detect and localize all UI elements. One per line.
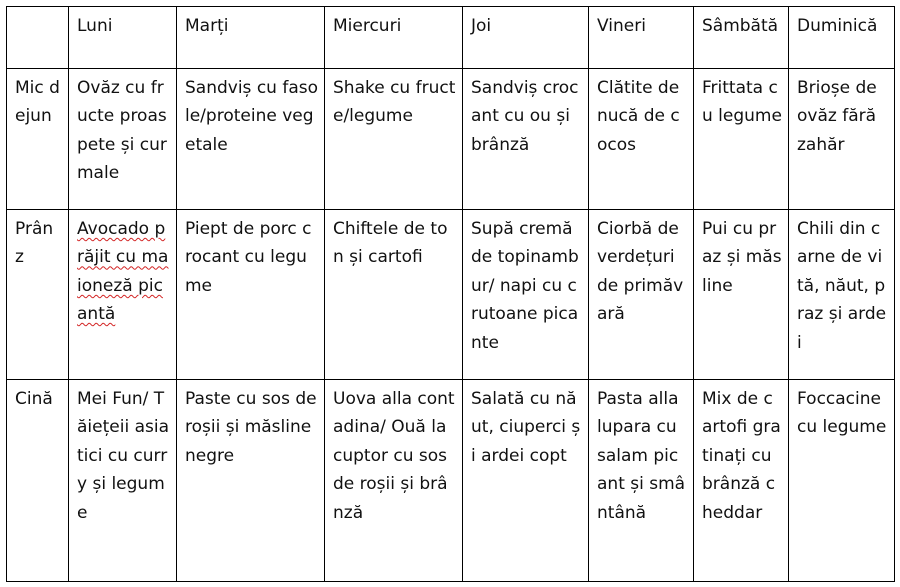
table-cell: Foccacine cu legume [789, 380, 895, 582]
table-cell: Frittata cu legume [694, 69, 789, 210]
meal-label-dinner: Cină [7, 380, 69, 582]
table-cell: Paste cu sos de roșii și măsline negre [177, 380, 325, 582]
table-cell: Mix de cartofi gratinați cu brânză cheddar [694, 380, 789, 582]
corner-cell [7, 7, 69, 69]
table-cell: Chili din carne de vită, năut, praz și ardei [789, 210, 895, 380]
table-cell: Chiftele de ton și cartofi [325, 210, 463, 380]
table-cell [69, 210, 177, 380]
table-cell: Uova alla contadina/ Ouă la cuptor cu sos de roșii și brânză [325, 380, 463, 582]
table-cell: Ciorbă de verdețuri de primăvară [589, 210, 694, 380]
day-header-monday: Luni [69, 7, 177, 69]
day-header-thursday: Joi [463, 7, 589, 69]
day-header-sunday: Duminică [789, 7, 895, 69]
table-row-breakfast [7, 69, 895, 210]
day-header-tuesday: Marți [177, 7, 325, 69]
day-header-saturday: Sâmbătă [694, 7, 789, 69]
table-cell: Salată cu năut, ciuperci și ardei copt [463, 380, 589, 582]
meal-label-lunch: Prânz [7, 210, 69, 380]
table-cell: Ovăz cu fructe proaspete și curmale [69, 69, 177, 210]
table-cell: Clătite de nucă de cocos [589, 69, 694, 210]
spellcheck-underlined-text: Avocado prăjit cu maioneză picantă [77, 219, 169, 325]
table-cell: Sandviș crocant cu ou și brânză [463, 69, 589, 210]
table-cell: Sandviș cu fasole/proteine vegetale [177, 69, 325, 210]
day-header-wednesday: Miercuri [325, 7, 463, 69]
meal-label-breakfast: Mic dejun [7, 69, 69, 210]
table-cell: Supă cremă de topinambur/ napi cu crutoane picante [463, 210, 589, 380]
table-cell: Pui cu praz și măsline [694, 210, 789, 380]
table-cell: Piept de porc crocant cu legume [177, 210, 325, 380]
table-cell: Mei Fun/ Tăiețeii asiatici cu curry și legume [69, 380, 177, 582]
table-row-lunch [7, 210, 895, 380]
table-cell: Shake cu fructe/legume [325, 69, 463, 210]
meal-plan-table [6, 6, 895, 582]
header-row [7, 7, 895, 69]
day-header-friday: Vineri [589, 7, 694, 69]
table-row-dinner [7, 380, 895, 582]
table-cell: Pasta alla lupara cu salam picant și smântână [589, 380, 694, 582]
table-cell: Brioșe de ovăz fără zahăr [789, 69, 895, 210]
